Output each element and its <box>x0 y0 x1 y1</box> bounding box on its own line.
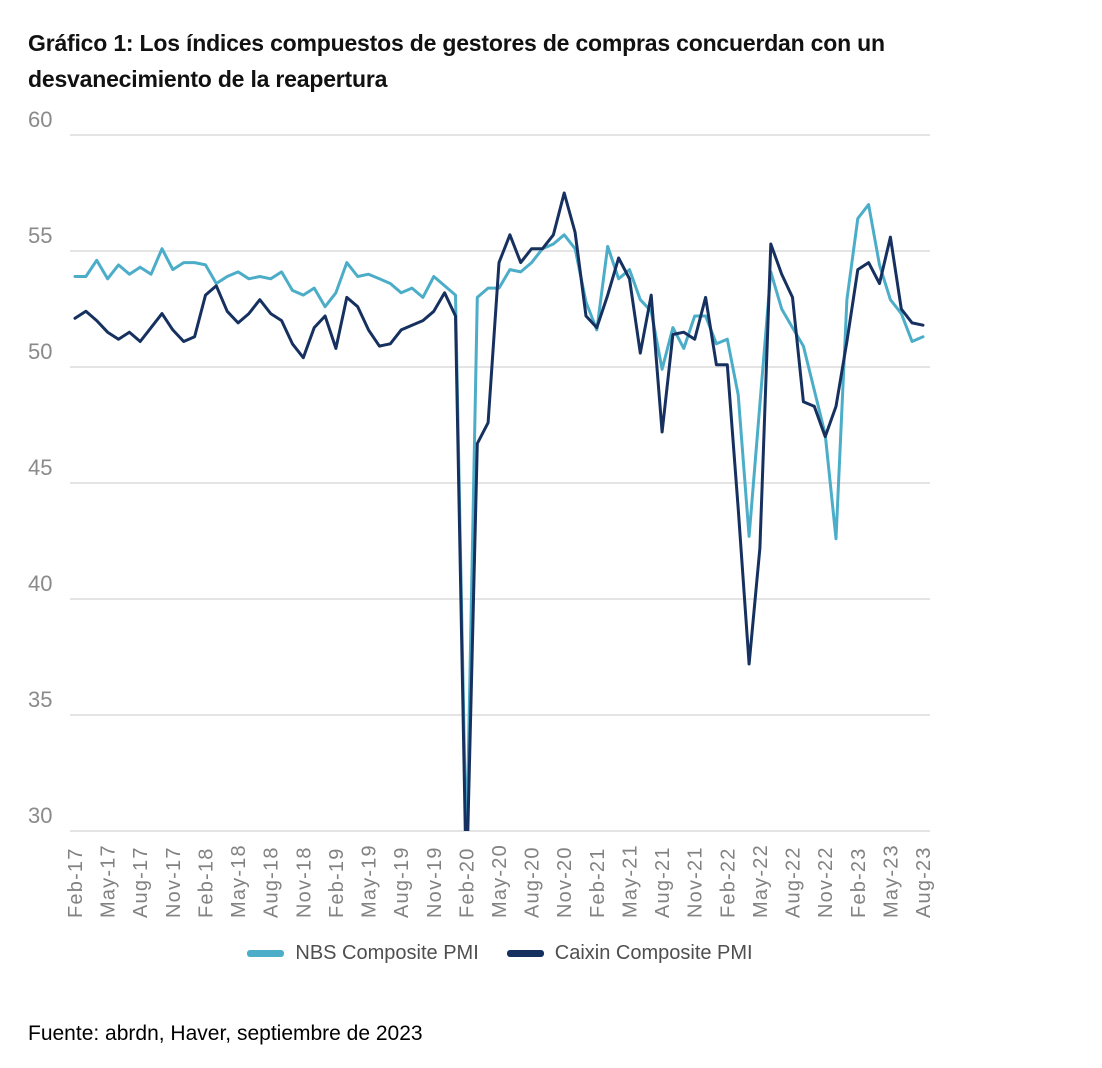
x-tick-label: Aug-21 <box>652 846 675 918</box>
y-tick-label: 55 <box>28 223 53 248</box>
y-tick-label: 50 <box>28 339 53 364</box>
x-tick-label: Nov-21 <box>684 846 707 918</box>
x-tick-label: May-19 <box>358 844 381 918</box>
x-tick-label: May-17 <box>97 844 120 918</box>
x-tick-label: May-21 <box>619 844 642 918</box>
x-tick-label: Aug-18 <box>260 846 283 918</box>
legend-swatch <box>247 950 284 957</box>
x-tick-label: Feb-22 <box>717 847 740 918</box>
x-tick-label: Feb-18 <box>195 847 218 918</box>
source-note: Fuente: abrdn, Haver, septiembre de 2023 <box>28 1022 423 1045</box>
x-tick-label: May-18 <box>228 844 251 918</box>
x-tick-label: Feb-17 <box>65 847 87 918</box>
y-tick-label: 60 <box>28 107 53 132</box>
y-tick-label: 35 <box>28 687 53 712</box>
y-tick-label: 45 <box>28 455 53 480</box>
legend-swatch <box>507 950 544 957</box>
line-caixin-composite-pmi <box>75 193 923 889</box>
x-tick-label: Aug-20 <box>521 846 544 918</box>
x-tick-label: Nov-17 <box>162 846 185 918</box>
x-tick-label: Nov-18 <box>293 846 316 918</box>
x-tick-label: Feb-19 <box>325 847 348 918</box>
x-tick-label: Aug-19 <box>391 846 414 918</box>
x-tick-label: Feb-23 <box>847 847 870 918</box>
x-tick-label: Aug-22 <box>782 846 805 918</box>
page-title: Gráfico 1: Los índices compuestos de gestores de compras concuerdan con un desvanecimiento de la reapertura <box>28 30 885 93</box>
y-tick-label: 40 <box>28 571 53 596</box>
x-tick-label: Aug-23 <box>913 846 935 918</box>
x-tick-label: Aug-17 <box>130 846 153 918</box>
x-tick-label: Feb-20 <box>456 847 479 918</box>
x-tick-label: May-20 <box>489 844 511 918</box>
x-tick-label: May-22 <box>749 844 772 918</box>
x-tick-label: Nov-19 <box>423 846 446 918</box>
legend-item <box>507 942 753 965</box>
x-tick-label: Nov-22 <box>815 846 838 918</box>
x-tick-label: May-23 <box>880 844 903 918</box>
legend-item <box>247 942 478 965</box>
legend-label: Caixin Composite PMI <box>554 942 753 964</box>
legend-label: NBS Composite PMI <box>295 942 479 964</box>
x-tick-label: Feb-21 <box>586 847 609 918</box>
legend <box>0 942 1000 965</box>
y-tick-label: 30 <box>28 803 53 828</box>
x-tick-label: Nov-20 <box>554 846 577 918</box>
